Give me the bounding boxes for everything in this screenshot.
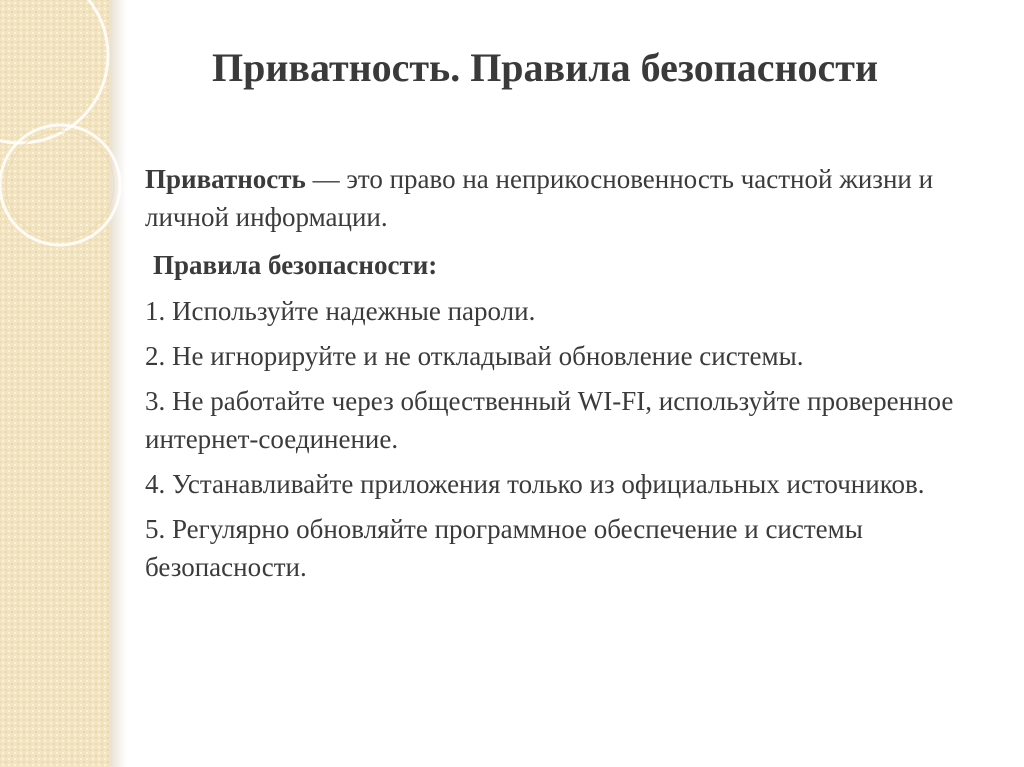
decorative-rings: [0, 0, 140, 300]
decorative-ring-middle: [0, 125, 120, 245]
definition-term: Приватность: [145, 164, 306, 194]
slide-title: Приватность. Правила безопасности: [211, 45, 879, 90]
decorative-ring-top: [0, 0, 108, 143]
rule-item-3: 3. Не работайте через общественный WI-FI, используйте проверенное интернет-соединение.: [145, 386, 954, 454]
definition-text: — это право на неприкосновенность частной жизни и личной информации.: [145, 164, 934, 232]
slide-content: [145, 160, 995, 593]
rule-item-2: 2. Не игнорируйте и не откладывай обновление системы.: [145, 341, 804, 371]
rule-item-5: 5. Регулярно обновляйте программное обеспечение и системы безопасности.: [145, 514, 863, 582]
rules-list: [145, 292, 995, 586]
decorative-ring-inner: [6, 131, 114, 239]
rule-item-1: 1. Используйте надежные пароли.: [145, 296, 536, 326]
rules-heading: Правила безопасности:: [153, 250, 438, 280]
rule-item-4: 4. Устанавливайте приложения только из официальных источников.: [145, 469, 925, 499]
definition-paragraph: [145, 160, 995, 236]
